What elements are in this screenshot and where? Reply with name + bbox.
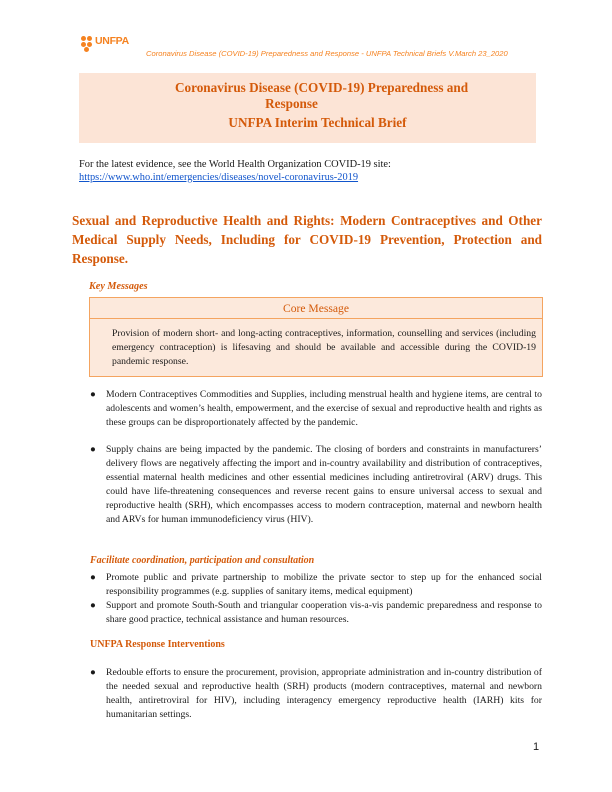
title-line-1: Coronavirus Disease (COVID-19) Preparedness and (174, 80, 469, 95)
core-message-heading: Core Message (90, 298, 542, 319)
section-title: Sexual and Reproductive Health and Rights: Modern Contraceptives and Other Medical Supply Needs, Including for COVID-19 Prevention, Protection and Response. (72, 213, 542, 266)
coordination-heading: Facilitate coordination, participation and consultation (90, 555, 315, 566)
page-header (80, 33, 540, 57)
running-title: Coronavirus Disease (COVID-19) Preparedness and Response - UNFPA Technical Briefs V.March 23_2020 (146, 49, 508, 58)
unfpa-logo (80, 33, 150, 57)
bullet-text: Supply chains are being impacted by the pandemic. The closing of borders and constraints in manufacturers’ delivery flows are negatively affecting the import and in-country availability and distribution of contraceptives, essential maternal health medicines and other essential medicines including antiretroviral (ARV) drugs. This could have life-threatening consequences and reverse recent gains to ensure universal access to sexual and reproductive health (SRH), which encompasses access to modern contraception, maternal and newborn health and ARVs for human immunodeficiency virus (HIV). (106, 444, 542, 525)
key-messages-label: Key Messages (89, 281, 148, 292)
core-message-box (89, 297, 543, 377)
title-line-3: UNFPA Interim Technical Brief (228, 115, 407, 130)
bullet-icon: ● (90, 572, 96, 583)
bullet-icon: ● (90, 444, 96, 455)
who-link[interactable]: https://www.who.int/emergencies/diseases/novel-coronavirus-2019 (79, 172, 359, 183)
title-line-2: Response (265, 96, 318, 111)
bullet-text: Modern Contraceptives Commodities and Supplies, including menstrual health and hygiene items, are central to adolescents and women’s health, empowerment, and the exercise of sexual and reproductive health and rights as these groups can be disproportionately affected by the pandemic. (106, 389, 542, 428)
bullet-text: Support and promote South-South and triangular cooperation vis-a-vis pandemic preparedness and response to share good practice, technical assistance and human resources. (106, 600, 542, 625)
title-box (79, 73, 536, 143)
logo-wordmark: UNFPA (95, 35, 129, 47)
bullet-text: Redouble efforts to ensure the procurement, provision, appropriate administration and in-country distribution of the needed sexual and reproductive health (SRH) products (modern contraceptives, maternal and newborn health, antiretroviral for HIV), including interagency emergency reproductive health (IARH) kits for humanitarian settings. (106, 667, 542, 720)
page-number: 1 (533, 741, 540, 753)
bullet-text: Promote public and private partnership to mobilize the private sector to step up for the enhanced social responsibility programmes (e.g. supplies of sanitary items, medical equipment) (106, 572, 542, 597)
core-message-body: Provision of modern short- and long-acting contraceptives, information, counselling and services (including emergency contraception) is lifesaving and should be available and accessible during the COVID-19 pandemic response. (112, 328, 536, 367)
evidence-note (79, 158, 391, 184)
bullet-icon: ● (90, 389, 96, 400)
bullet-icon: ● (90, 667, 96, 678)
interventions-heading: UNFPA Response Interventions (90, 639, 225, 650)
evidence-text: For the latest evidence, see the World Health Organization COVID-19 site: (79, 159, 391, 170)
bullet-icon: ● (90, 600, 96, 611)
